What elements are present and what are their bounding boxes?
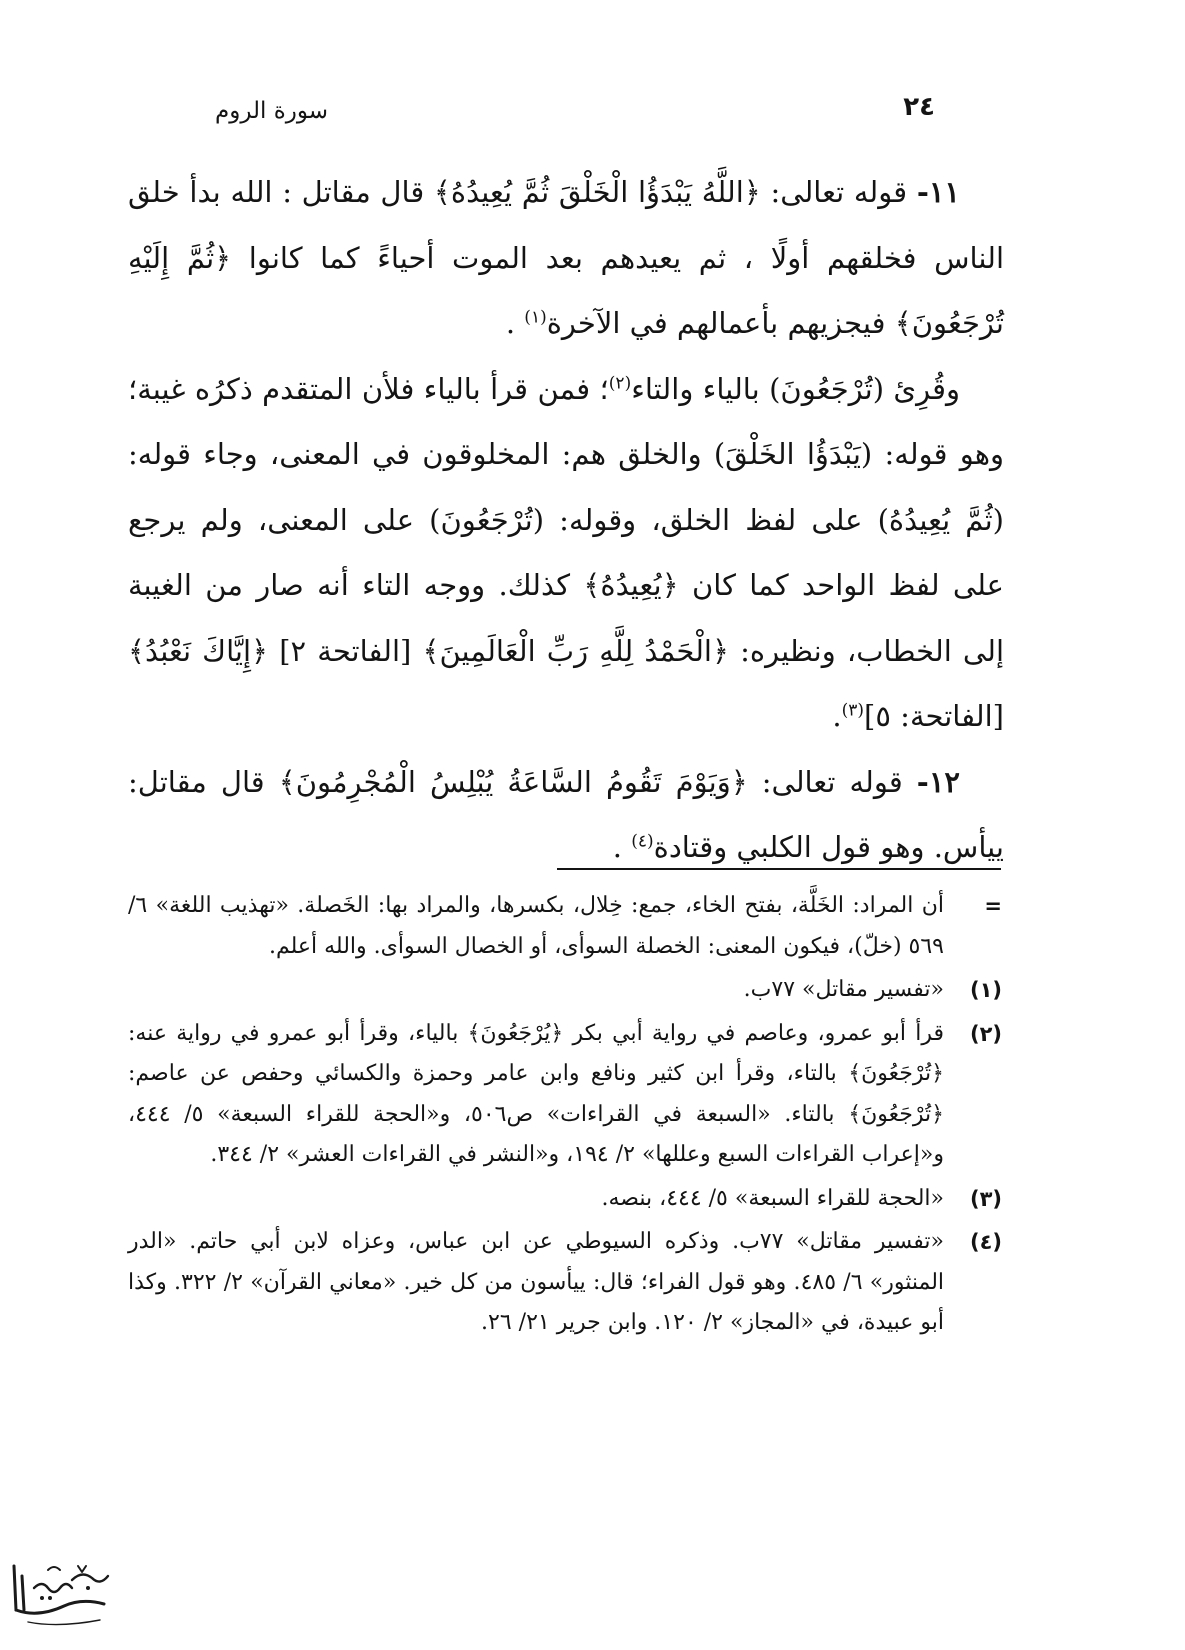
footnote-continuation (128, 886, 1004, 967)
quran-ayah: ﴿اللَّهُ يَبْدَؤُا الْخَلْقَ ثُمَّ يُعِيدُهُ﴾ (433, 175, 761, 209)
text-span: . (505, 306, 525, 340)
footnote-3 (128, 1179, 1004, 1220)
verse-12-paragraph (128, 750, 1004, 881)
footnote-marker: (٣) (969, 1186, 1002, 1211)
text-span: قوله تعالى: (747, 764, 917, 799)
footnote-marker: (١) (969, 978, 1002, 1002)
footnote-text: قرأ أبو عمرو، وعاصم في رواية أبي بكر ﴿يُرْجَعُونَ﴾ بالياء، وقرأ أبو عمرو في رواية عنه: ﴿تُرْجَعُونَ﴾ بالتاء، وقرأ ابن كثير ونافع وابن عامر وحمزة والكسائي وحفص عن عاصم: ﴿تُرْجَعُونَ﴾ بالتاء. «السبعة في القراءات» ص٥٠٦، و«الحجة للقراء السبعة» ٥/ ٤٤٤، و«إعراب القراءات السبع وعللها» ٢/ ١٩٤، و«النشر في القراءات العشر» ٢/ ٣٤٤. (128, 1020, 944, 1167)
text-span: . (832, 699, 842, 733)
text-span: قال مقاتل : الله بدأ خلق الناس فخلقهم أولًا ، ثم يعيدهم بعد الموت أحياءً كما كانوا (128, 175, 1004, 275)
text-span: قوله تعالى: (760, 175, 917, 209)
qiraat-paragraph (128, 357, 1004, 750)
quran-ayah: ﴿إِيَّاكَ نَعْبُدُ﴾ (128, 633, 269, 668)
text-span: وقُرِئ (تُرْجَعُونَ) بالياء والتاء (631, 371, 960, 406)
verse-11-paragraph (128, 160, 1004, 357)
surah-reference: [الفاتحة ٢] (268, 633, 423, 668)
quran-ayah: ﴿وَيَوْمَ تَقُومُ السَّاعَةُ يُبْلِسُ الْمُجْرِمُونَ﴾ (278, 764, 748, 799)
surah-title: سورة الروم (215, 98, 329, 124)
page-number: ٢٤ (903, 92, 935, 122)
text-span: فيجزيهم بأعمالهم في الآخرة (546, 306, 895, 340)
footnote-ref[interactable]: (٢) (608, 372, 632, 393)
footnote-ref[interactable]: (٤) (631, 831, 654, 852)
text-span: ؛ فمن قرأ بالياء فلأن المتقدم ذكرُه غيبة؛ وهو قوله: (يَبْدَؤُا الخَلْقَ) والخلق هم: المخلوقون في المعنى، وجاء قوله: (ثُمَّ يُعِيدُهُ) على لفظ الخلق، وقوله: (تُرْجَعُونَ) على المعنى، ولم يرجع على لفظ الواحد كما كان (128, 371, 1004, 602)
quran-ayah: ﴿الْحَمْدُ لِلَّهِ رَبِّ الْعَالَمِينَ﴾ (422, 633, 729, 668)
continuation-marker: = (984, 894, 1002, 918)
verse-number: ١١- (916, 175, 961, 209)
footnote-text: أن المراد: الخَلَّة، بفتح الخاء، جمع: خِلال، بكسرها، والمراد بها: الخَصلة. «تهذيب اللغة» ٦/ ٥٦٩ (خلّ)، فيكون المعنى: الخصلة السوأى، أو الخصال السوأى. والله أعلم. (128, 893, 944, 959)
footnote-marker: (٢) (969, 1021, 1002, 1046)
surah-reference: [الفاتحة: ٥] (864, 699, 1004, 733)
footnote-marker: (٤) (969, 1230, 1002, 1254)
footnotes (128, 886, 1004, 1347)
text-span: قال مقاتل: ييأس. وهو قول الكلبي وقتادة (128, 764, 1004, 864)
footnote-2 (128, 1014, 1004, 1176)
footnote-4 (128, 1222, 1004, 1344)
footnote-text: «الحجة للقراء السبعة» ٥/ ٤٤٤، بنصه. (601, 1185, 944, 1211)
quran-ayah: ﴿يُعِيدُهُ﴾ (583, 568, 679, 602)
text-span: . (612, 830, 632, 864)
footnote-text: «تفسير مقاتل» ٧٧ب. وذكره السيوطي عن ابن عباس، وعزاه لابن أبي حاتم. «الدر المنثور» ٦/ ٤٨٥. وهو قول الفراء؛ قال: ييأسون من كل خير. «معاني القرآن» ٢/ ٣٢٢. وكذا أبو عبيدة، في «المجاز» ٢/ ١٢٠. وابن جرير ٢١/ ٢٦. (128, 1229, 945, 1335)
footnote-1 (128, 970, 1004, 1011)
quran-ayah: ﴿ثُمَّ إِلَيْهِ تُرْجَعُونَ﴾ (128, 240, 1004, 340)
footnote-text: «تفسير مقاتل» ٧٧ب. (743, 977, 944, 1002)
text-span: كذلك. ووجه التاء أنه صار من الغيبة إلى الخطاب، ونظيره: (128, 568, 1004, 668)
footnote-ref[interactable]: (٣) (841, 700, 865, 721)
running-header (215, 92, 935, 142)
calligraphy-logo-icon (8, 1558, 116, 1632)
verse-number: ١٢- (916, 764, 960, 799)
footnote-separator (557, 868, 1001, 870)
main-text (128, 160, 1004, 881)
footnote-ref[interactable]: (١) (524, 307, 547, 328)
